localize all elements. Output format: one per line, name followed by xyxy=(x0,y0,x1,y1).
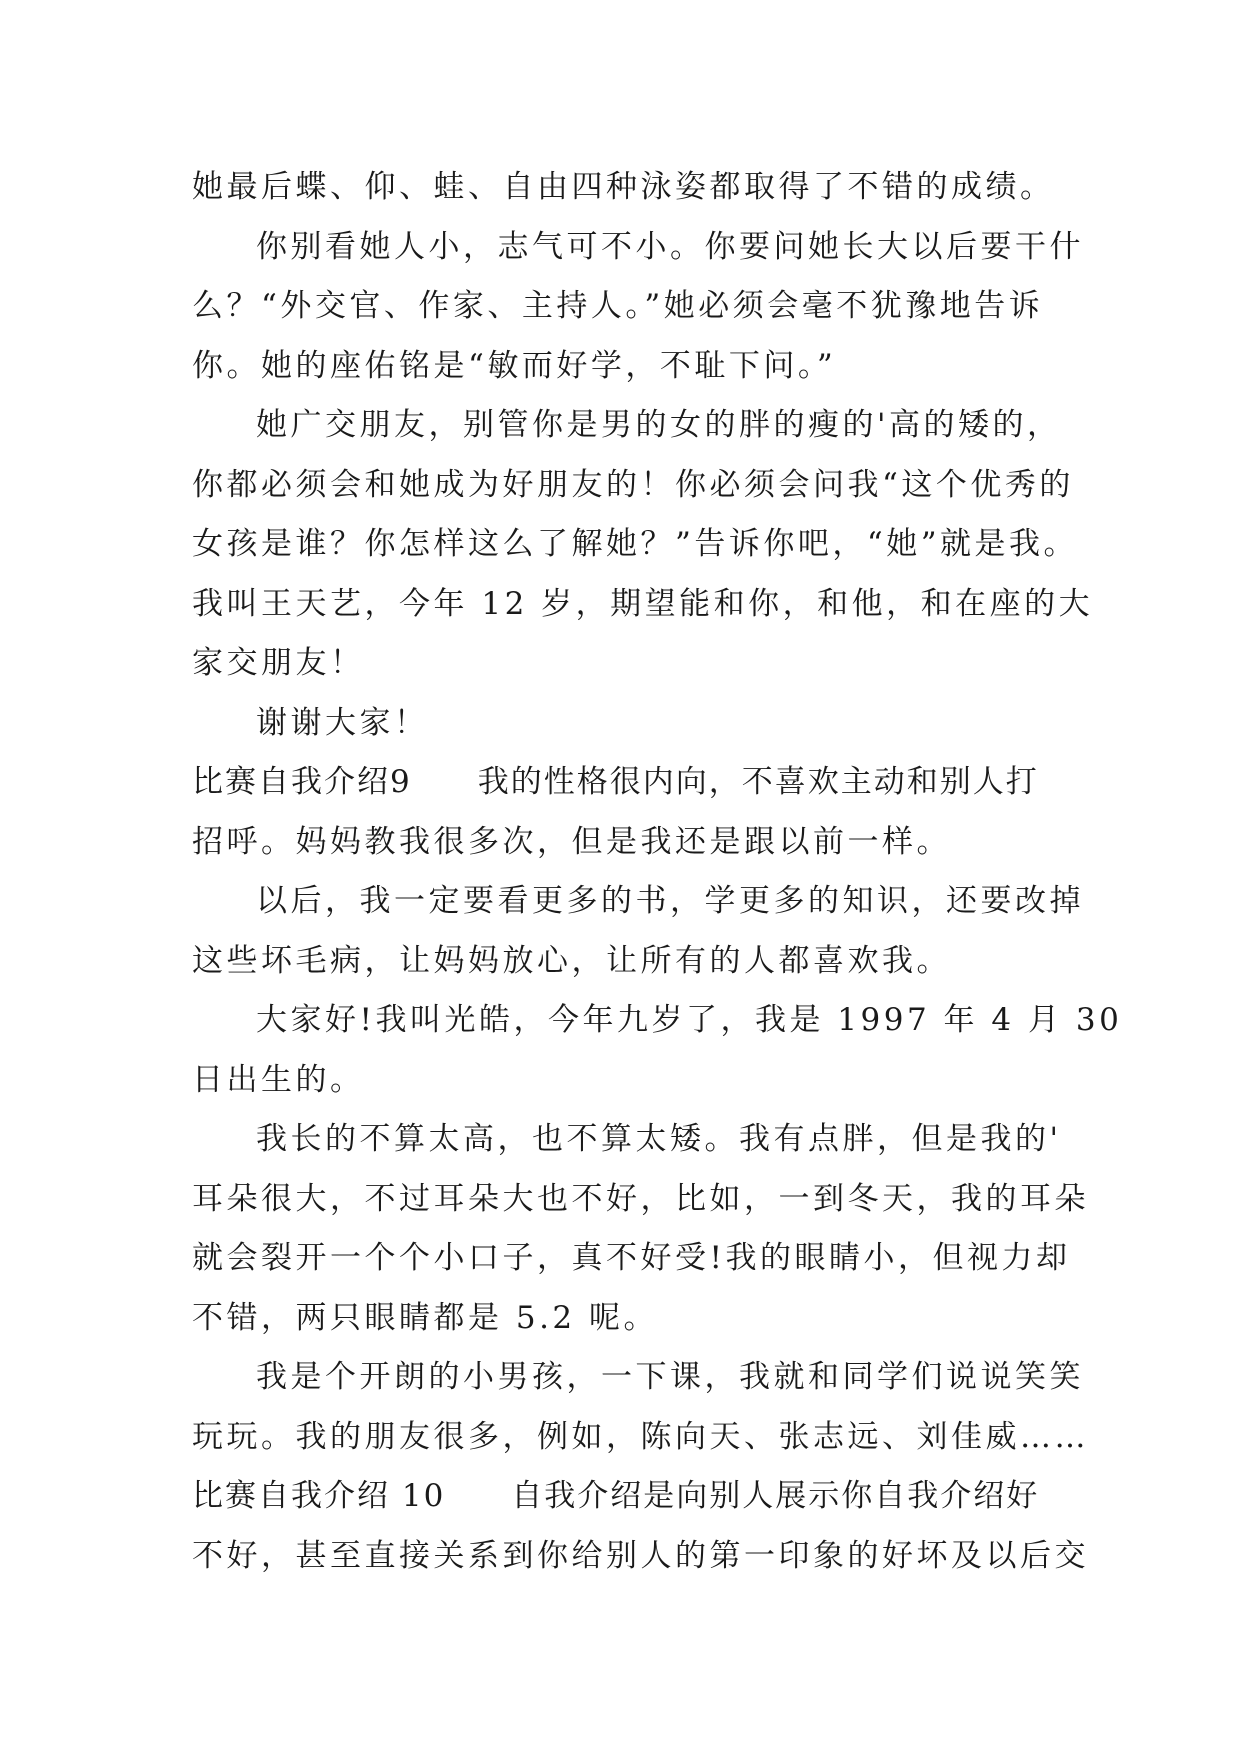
text-line: 么？“外交官、作家、主持人。”她必须会毫不犹豫地告诉 xyxy=(192,288,1044,324)
text-line: 玩玩。我的朋友很多，例如，陈向天、张志远、刘佳威…… xyxy=(192,1418,1089,1455)
section-heading-line: 比赛自我介绍9 我的性格很内向，不喜欢主动和别人打 xyxy=(192,764,1039,800)
text-line: 她最后蝶、仰、蛙、自由四种泳姿都取得了不错的成绩。 xyxy=(192,169,1055,205)
text-line: 她广交朋友，别管你是男的女的胖的瘦的'高的矮的， xyxy=(256,407,1062,443)
text-line: 你都必须会和她成为好朋友的！你必须会问我“这个优秀的 xyxy=(192,466,1074,503)
text-line: 日出生的。 xyxy=(192,1061,365,1098)
text-line: 我是个开朗的小男孩，一下课，我就和同学们说说笑笑 xyxy=(256,1359,1084,1395)
text-line: 以后，我一定要看更多的书，学更多的知识，还要改掉 xyxy=(256,883,1084,919)
text-line: 耳朵很大，不过耳朵大也不好，比如，一到冬天，我的耳朵 xyxy=(192,1180,1089,1217)
text-line: 我叫王天艺，今年 12 岁，期望能和你，和他，和在座的大 xyxy=(192,585,1094,622)
text-line: 招呼。妈妈教我很多次，但是我还是跟以前一样。 xyxy=(192,823,951,860)
text-line: 谢谢大家！ xyxy=(256,704,429,741)
document-body xyxy=(192,158,1123,1586)
text-line: 大家好!我叫光皓，今年九岁了，我是 1997 年 4 月 30 xyxy=(256,1002,1123,1038)
text-line: 我长的不算太高，也不算太矮。我有点胖，但是我的' xyxy=(256,1121,1062,1157)
text-line: 你别看她人小，志气可不小。你要问她长大以后要干什 xyxy=(256,228,1084,265)
section-heading-line: 比赛自我介绍 10 自我介绍是向别人展示你自我介绍好 xyxy=(192,1478,1040,1514)
text-line: 你。她的座佑铭是“敏而好学，不耻下问。” xyxy=(192,347,837,384)
text-line: 就会裂开一个个小口子，真不好受!我的眼睛小，但视力却 xyxy=(192,1240,1071,1276)
text-line: 这些坏毛病，让妈妈放心，让所有的人都喜欢我。 xyxy=(192,942,951,979)
text-line: 不错，两只眼睛都是 5.2 呢。 xyxy=(192,1299,659,1336)
text-line: 不好，甚至直接关系到你给别人的第一印象的好坏及以后交 xyxy=(192,1537,1089,1574)
text-line: 家交朋友！ xyxy=(192,645,365,681)
text-line: 女孩是谁？你怎样这么了解她？”告诉你吧，“她”就是我。 xyxy=(192,526,1079,562)
